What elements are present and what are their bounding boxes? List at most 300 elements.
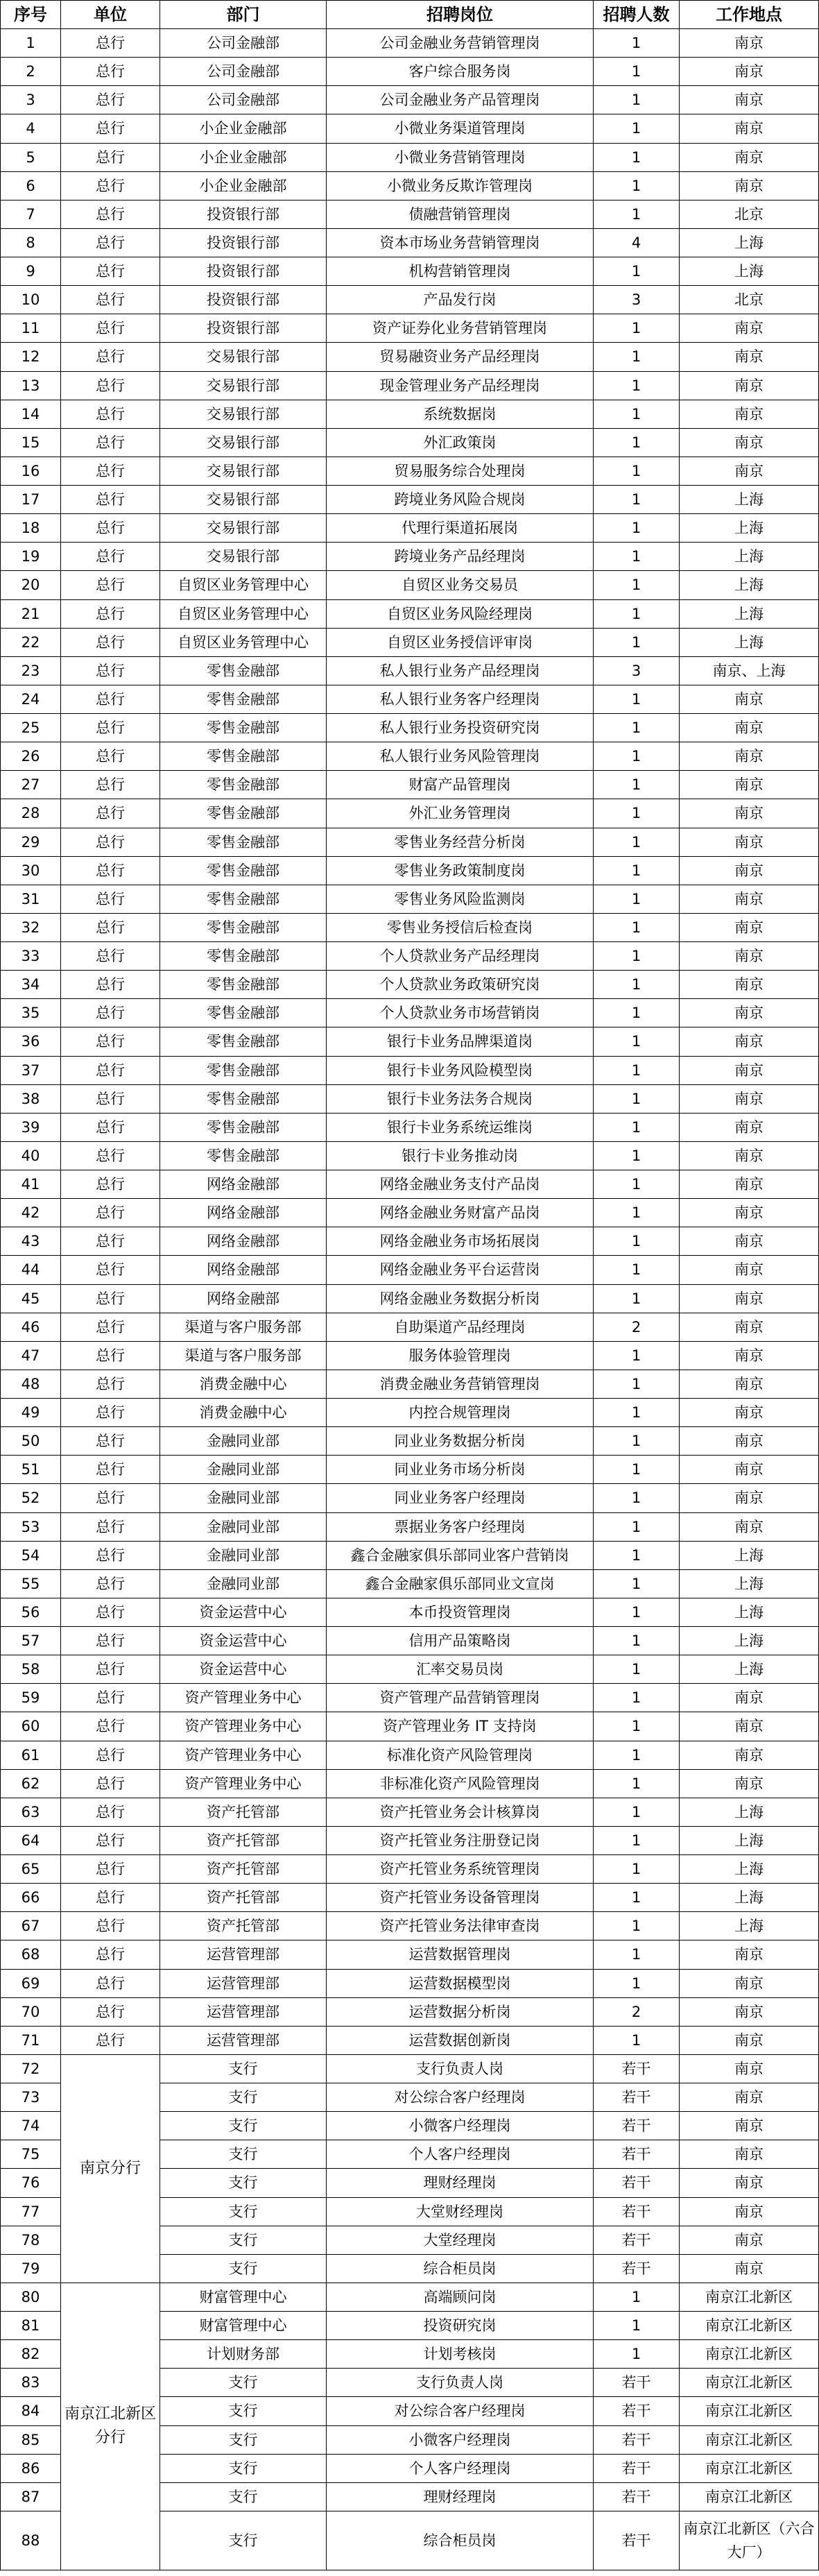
cell-count: 1 — [594, 771, 680, 799]
cell-dept: 金融同业部 — [160, 1569, 327, 1598]
cell-location: 南京 — [680, 1170, 819, 1199]
cell-no: 17 — [1, 486, 61, 514]
cell-dept: 支行 — [160, 2425, 327, 2454]
cell-post: 跨境业务风险合规岗 — [327, 486, 594, 514]
cell-location: 南京江北新区 — [680, 2340, 819, 2369]
cell-location: 南京 — [680, 2083, 819, 2112]
cell-location: 南京 — [680, 1741, 819, 1769]
cell-location: 南京 — [680, 1227, 819, 1256]
table-row — [1, 1826, 819, 1854]
cell-count: 1 — [594, 1741, 680, 1769]
cell-unit: 总行 — [61, 457, 160, 485]
cell-count: 1 — [594, 856, 680, 885]
cell-dept: 金融同业部 — [160, 1512, 327, 1541]
cell-location: 南京 — [680, 885, 819, 913]
cell-no: 48 — [1, 1370, 61, 1398]
cell-no: 7 — [1, 200, 61, 228]
cell-dept: 交易银行部 — [160, 400, 327, 428]
cell-location: 南京 — [680, 742, 819, 771]
cell-no: 25 — [1, 714, 61, 742]
cell-dept: 支行 — [160, 2482, 327, 2511]
cell-no: 78 — [1, 2226, 61, 2254]
cell-post: 对公综合客户经理岗 — [327, 2083, 594, 2112]
cell-no: 57 — [1, 1627, 61, 1655]
cell-dept: 资产托管部 — [160, 1826, 327, 1854]
cell-no: 10 — [1, 286, 61, 314]
table-row — [1, 1399, 819, 1427]
cell-no: 87 — [1, 2482, 61, 2511]
table-row — [1, 1684, 819, 1712]
cell-no: 81 — [1, 2312, 61, 2340]
cell-dept: 小企业金融部 — [160, 143, 327, 171]
table-row — [1, 1341, 819, 1370]
cell-unit: 总行 — [61, 628, 160, 656]
table-row — [1, 1798, 819, 1826]
cell-count: 1 — [594, 171, 680, 200]
cell-no: 3 — [1, 86, 61, 114]
cell-post: 网络金融业务支付产品岗 — [327, 1170, 594, 1199]
cell-location: 南京 — [680, 1027, 819, 1056]
table-row — [1, 343, 819, 371]
cell-no: 60 — [1, 1712, 61, 1741]
cell-count: 1 — [594, 1284, 680, 1313]
cell-unit: 总行 — [61, 2026, 160, 2054]
cell-no: 44 — [1, 1256, 61, 1284]
cell-unit: 总行 — [61, 828, 160, 856]
cell-dept: 零售金融部 — [160, 885, 327, 913]
cell-count: 1 — [594, 1598, 680, 1626]
cell-post: 零售业务授信后检查岗 — [327, 913, 594, 941]
cell-post: 网络金融业务市场拓展岗 — [327, 1227, 594, 1256]
cell-dept: 运营管理部 — [160, 1969, 327, 1997]
cell-post: 资本市场业务营销管理岗 — [327, 228, 594, 257]
cell-count: 1 — [594, 1769, 680, 1798]
cell-unit: 总行 — [61, 1284, 160, 1313]
table-row — [1, 1655, 819, 1684]
table-row — [1, 656, 819, 685]
cell-dept: 支行 — [160, 2140, 327, 2169]
cell-unit: 总行 — [61, 742, 160, 771]
cell-post: 银行卡业务风险模型岗 — [327, 1056, 594, 1084]
header-post: 招聘岗位 — [327, 1, 594, 29]
cell-no: 63 — [1, 1798, 61, 1826]
cell-dept: 公司金融部 — [160, 86, 327, 114]
table-row — [1, 599, 819, 628]
cell-count: 若干 — [594, 2169, 680, 2197]
cell-unit: 总行 — [61, 1598, 160, 1626]
cell-location: 南京江北新区 — [680, 2454, 819, 2482]
cell-location: 南京 — [680, 1769, 819, 1798]
cell-no: 36 — [1, 1027, 61, 1056]
table-row — [1, 1170, 819, 1199]
cell-unit: 总行 — [61, 856, 160, 885]
table-row — [1, 1370, 819, 1398]
table-row — [1, 999, 819, 1027]
cell-unit: 总行 — [61, 885, 160, 913]
cell-count: 2 — [594, 1997, 680, 2026]
cell-location: 上海 — [680, 1855, 819, 1884]
cell-unit: 总行 — [61, 1884, 160, 1912]
table-row — [1, 1627, 819, 1655]
table-row — [1, 514, 819, 543]
cell-no: 4 — [1, 114, 61, 143]
cell-location: 南京 — [680, 1399, 819, 1427]
cell-unit: 总行 — [61, 1141, 160, 1170]
cell-dept: 网络金融部 — [160, 1256, 327, 1284]
cell-count: 1 — [594, 913, 680, 941]
cell-no: 54 — [1, 1541, 61, 1569]
table-row — [1, 86, 819, 114]
cell-count: 1 — [594, 343, 680, 371]
cell-unit: 总行 — [61, 400, 160, 428]
cell-dept: 支行 — [160, 2226, 327, 2254]
cell-location: 南京江北新区 — [680, 2369, 819, 2397]
cell-unit: 总行 — [61, 799, 160, 828]
table-row — [1, 2026, 819, 2054]
cell-dept: 零售金融部 — [160, 942, 327, 971]
cell-location: 北京 — [680, 200, 819, 228]
cell-unit: 总行 — [61, 143, 160, 171]
cell-unit: 总行 — [61, 1684, 160, 1712]
cell-count: 1 — [594, 29, 680, 58]
cell-post: 内控合规管理岗 — [327, 1399, 594, 1427]
cell-dept: 消费金融中心 — [160, 1370, 327, 1398]
cell-post: 个人贷款业务产品经理岗 — [327, 942, 594, 971]
cell-location: 南京 — [680, 114, 819, 143]
table-row — [1, 685, 819, 713]
table-row — [1, 2054, 819, 2083]
cell-count: 1 — [594, 514, 680, 543]
cell-post: 理财经理岗 — [327, 2169, 594, 2197]
cell-no: 75 — [1, 2140, 61, 2169]
cell-no: 13 — [1, 371, 61, 400]
cell-post: 运营数据创新岗 — [327, 2026, 594, 2054]
cell-dept: 资产管理业务中心 — [160, 1712, 327, 1741]
cell-no: 47 — [1, 1341, 61, 1370]
cell-dept: 投资银行部 — [160, 228, 327, 257]
cell-post: 汇率交易员岗 — [327, 1655, 594, 1684]
table-row — [1, 1512, 819, 1541]
cell-count: 1 — [594, 971, 680, 999]
cell-post: 资产证券化业务营销管理岗 — [327, 314, 594, 343]
cell-no: 74 — [1, 2112, 61, 2140]
cell-post: 公司金融业务营销管理岗 — [327, 29, 594, 58]
cell-dept: 支行 — [160, 2054, 327, 2083]
cell-count: 1 — [594, 2312, 680, 2340]
cell-no: 73 — [1, 2083, 61, 2112]
cell-count: 1 — [594, 999, 680, 1027]
cell-unit: 总行 — [61, 1056, 160, 1084]
cell-post: 运营数据管理岗 — [327, 1940, 594, 1969]
cell-post: 私人银行业务客户经理岗 — [327, 685, 594, 713]
cell-unit: 总行 — [61, 571, 160, 599]
cell-dept: 交易银行部 — [160, 543, 327, 571]
cell-unit: 总行 — [61, 1627, 160, 1655]
cell-no: 11 — [1, 314, 61, 343]
cell-no: 38 — [1, 1084, 61, 1113]
cell-unit: 总行 — [61, 1370, 160, 1398]
cell-dept: 金融同业部 — [160, 1427, 327, 1456]
cell-no: 9 — [1, 257, 61, 286]
cell-count: 1 — [594, 1427, 680, 1456]
cell-post: 个人客户经理岗 — [327, 2454, 594, 2482]
cell-dept: 渠道与客户服务部 — [160, 1341, 327, 1370]
cell-no: 83 — [1, 2369, 61, 2397]
table-row — [1, 1227, 819, 1256]
table-row — [1, 58, 819, 86]
cell-post: 公司金融业务产品管理岗 — [327, 86, 594, 114]
cell-unit: 总行 — [61, 1484, 160, 1512]
cell-count: 3 — [594, 286, 680, 314]
cell-unit: 总行 — [61, 86, 160, 114]
cell-no: 84 — [1, 2397, 61, 2425]
table-row — [1, 1541, 819, 1569]
cell-post: 运营数据模型岗 — [327, 1969, 594, 1997]
cell-count: 1 — [594, 1084, 680, 1113]
cell-unit: 总行 — [61, 1912, 160, 1940]
cell-post: 资产托管业务会计核算岗 — [327, 1798, 594, 1826]
cell-dept: 资产管理业务中心 — [160, 1684, 327, 1712]
cell-post: 理财经理岗 — [327, 2482, 594, 2511]
table-row — [1, 571, 819, 599]
cell-count: 1 — [594, 1027, 680, 1056]
cell-count: 1 — [594, 1684, 680, 1712]
cell-dept: 支行 — [160, 2169, 327, 2197]
cell-location: 上海 — [680, 257, 819, 286]
table-row — [1, 1284, 819, 1313]
cell-location: 南京 — [680, 1084, 819, 1113]
cell-post: 支行负责人岗 — [327, 2369, 594, 2397]
cell-count: 若干 — [594, 2369, 680, 2397]
cell-dept: 零售金融部 — [160, 913, 327, 941]
cell-dept: 财富管理中心 — [160, 2312, 327, 2340]
cell-post: 个人贷款业务市场营销岗 — [327, 999, 594, 1027]
cell-count: 1 — [594, 1884, 680, 1912]
cell-unit: 总行 — [61, 1940, 160, 1969]
table-row — [1, 286, 819, 314]
cell-dept: 零售金融部 — [160, 1027, 327, 1056]
cell-unit: 总行 — [61, 1655, 160, 1684]
cell-location: 南京 — [680, 371, 819, 400]
cell-dept: 零售金融部 — [160, 714, 327, 742]
cell-location: 南京 — [680, 1484, 819, 1512]
cell-unit: 总行 — [61, 656, 160, 685]
cell-count: 1 — [594, 1199, 680, 1227]
cell-no: 86 — [1, 2454, 61, 2482]
cell-post: 自助渠道产品经理岗 — [327, 1313, 594, 1341]
cell-no: 64 — [1, 1826, 61, 1854]
cell-no: 68 — [1, 1940, 61, 1969]
cell-post: 小微业务反欺诈管理岗 — [327, 171, 594, 200]
cell-unit: 总行 — [61, 371, 160, 400]
table-row — [1, 1313, 819, 1341]
table-row — [1, 1769, 819, 1798]
cell-no: 51 — [1, 1456, 61, 1484]
cell-location: 南京 — [680, 799, 819, 828]
cell-dept: 零售金融部 — [160, 1113, 327, 1141]
cell-dept: 零售金融部 — [160, 771, 327, 799]
cell-unit: 总行 — [61, 1798, 160, 1826]
cell-no: 21 — [1, 599, 61, 628]
cell-post: 资产管理产品营销管理岗 — [327, 1684, 594, 1712]
cell-location: 上海 — [680, 486, 819, 514]
cell-count: 1 — [594, 486, 680, 514]
cell-unit: 总行 — [61, 771, 160, 799]
table-row — [1, 828, 819, 856]
table-row — [1, 1199, 819, 1227]
cell-dept: 交易银行部 — [160, 486, 327, 514]
cell-location: 南京 — [680, 1370, 819, 1398]
cell-no: 80 — [1, 2283, 61, 2311]
table-row — [1, 1940, 819, 1969]
cell-dept: 零售金融部 — [160, 828, 327, 856]
table-row — [1, 913, 819, 941]
cell-count: 1 — [594, 571, 680, 599]
cell-location: 南京 — [680, 1341, 819, 1370]
table-row — [1, 1855, 819, 1884]
cell-dept: 零售金融部 — [160, 1141, 327, 1170]
cell-count: 1 — [594, 457, 680, 485]
table-row — [1, 486, 819, 514]
cell-post: 资产托管业务注册登记岗 — [327, 1826, 594, 1854]
cell-unit: 总行 — [61, 171, 160, 200]
cell-count: 1 — [594, 1256, 680, 1284]
cell-no: 6 — [1, 171, 61, 200]
cell-dept: 公司金融部 — [160, 58, 327, 86]
cell-dept: 投资银行部 — [160, 314, 327, 343]
cell-post: 综合柜员岗 — [327, 2254, 594, 2283]
cell-location: 南京 — [680, 1284, 819, 1313]
cell-count: 1 — [594, 543, 680, 571]
cell-no: 72 — [1, 2054, 61, 2083]
cell-count: 4 — [594, 228, 680, 257]
table-row — [1, 1884, 819, 1912]
cell-post: 票据业务客户经理岗 — [327, 1512, 594, 1541]
cell-count: 1 — [594, 1541, 680, 1569]
cell-unit: 总行 — [61, 1113, 160, 1141]
header-dept: 部门 — [160, 1, 327, 29]
cell-post: 资产托管业务设备管理岗 — [327, 1884, 594, 1912]
cell-location: 南京 — [680, 856, 819, 885]
cell-location: 上海 — [680, 1541, 819, 1569]
cell-location: 南京、上海 — [680, 656, 819, 685]
cell-dept: 交易银行部 — [160, 428, 327, 457]
table-row — [1, 628, 819, 656]
cell-dept: 零售金融部 — [160, 1056, 327, 1084]
cell-location: 南京 — [680, 1512, 819, 1541]
cell-count: 1 — [594, 114, 680, 143]
cell-location: 南京 — [680, 1456, 819, 1484]
cell-post: 债融营销管理岗 — [327, 200, 594, 228]
cell-location: 南京 — [680, 942, 819, 971]
cell-no: 28 — [1, 799, 61, 828]
cell-dept: 网络金融部 — [160, 1170, 327, 1199]
cell-dept: 资产托管部 — [160, 1855, 327, 1884]
table-row — [1, 400, 819, 428]
cell-location: 上海 — [680, 1569, 819, 1598]
cell-count: 若干 — [594, 2054, 680, 2083]
cell-post: 本币投资管理岗 — [327, 1598, 594, 1626]
cell-count: 若干 — [594, 2454, 680, 2482]
cell-post: 非标准化资产风险管理岗 — [327, 1769, 594, 1798]
cell-no: 45 — [1, 1284, 61, 1313]
cell-post: 银行卡业务品牌渠道岗 — [327, 1027, 594, 1056]
cell-dept: 自贸区业务管理中心 — [160, 571, 327, 599]
cell-post: 自贸区业务交易员 — [327, 571, 594, 599]
cell-count: 1 — [594, 1627, 680, 1655]
cell-unit: 总行 — [61, 1341, 160, 1370]
cell-post: 网络金融业务平台运营岗 — [327, 1256, 594, 1284]
cell-post: 私人银行业务风险管理岗 — [327, 742, 594, 771]
cell-count: 3 — [594, 656, 680, 685]
cell-post: 机构营销管理岗 — [327, 257, 594, 286]
cell-post: 现金管理业务产品经理岗 — [327, 371, 594, 400]
cell-post: 代理行渠道拓展岗 — [327, 514, 594, 543]
cell-post: 系统数据岗 — [327, 400, 594, 428]
cell-count: 若干 — [594, 2083, 680, 2112]
cell-dept: 网络金融部 — [160, 1199, 327, 1227]
cell-post: 外汇业务管理岗 — [327, 799, 594, 828]
cell-location: 南京 — [680, 2054, 819, 2083]
table-row — [1, 1969, 819, 1997]
table-row — [1, 200, 819, 228]
cell-dept: 资金运营中心 — [160, 1627, 327, 1655]
cell-unit: 总行 — [61, 1227, 160, 1256]
cell-no: 46 — [1, 1313, 61, 1341]
cell-count: 1 — [594, 1655, 680, 1684]
cell-no: 53 — [1, 1512, 61, 1541]
cell-no: 77 — [1, 2197, 61, 2226]
cell-unit: 总行 — [61, 1427, 160, 1456]
cell-count: 1 — [594, 1170, 680, 1199]
cell-no: 23 — [1, 656, 61, 685]
cell-dept: 零售金融部 — [160, 742, 327, 771]
cell-dept: 交易银行部 — [160, 343, 327, 371]
cell-location: 南京 — [680, 714, 819, 742]
cell-location: 上海 — [680, 599, 819, 628]
cell-no: 5 — [1, 143, 61, 171]
cell-count: 1 — [594, 828, 680, 856]
cell-count: 1 — [594, 58, 680, 86]
cell-location: 北京 — [680, 286, 819, 314]
cell-dept: 零售金融部 — [160, 656, 327, 685]
cell-post: 贸易融资业务产品经理岗 — [327, 343, 594, 371]
cell-location: 南京 — [680, 1940, 819, 1969]
cell-location: 南京江北新区 — [680, 2312, 819, 2340]
cell-unit: 总行 — [61, 1569, 160, 1598]
cell-count: 1 — [594, 2283, 680, 2311]
cell-unit: 总行 — [61, 1399, 160, 1427]
cell-count: 1 — [594, 1056, 680, 1084]
cell-dept: 支行 — [160, 2511, 327, 2570]
cell-location: 南京江北新区 — [680, 2397, 819, 2425]
cell-count: 1 — [594, 1456, 680, 1484]
cell-location: 南京 — [680, 828, 819, 856]
cell-no: 20 — [1, 571, 61, 599]
table-row — [1, 228, 819, 257]
cell-dept: 消费金融中心 — [160, 1399, 327, 1427]
cell-dept: 交易银行部 — [160, 457, 327, 485]
cell-dept: 自贸区业务管理中心 — [160, 599, 327, 628]
table-row — [1, 257, 819, 286]
cell-post: 财富产品管理岗 — [327, 771, 594, 799]
cell-count: 1 — [594, 428, 680, 457]
cell-post: 私人银行业务产品经理岗 — [327, 656, 594, 685]
cell-unit: 总行 — [61, 1512, 160, 1541]
cell-location: 上海 — [680, 1912, 819, 1940]
cell-post: 高端顾问岗 — [327, 2283, 594, 2311]
cell-location: 南京 — [680, 1313, 819, 1341]
